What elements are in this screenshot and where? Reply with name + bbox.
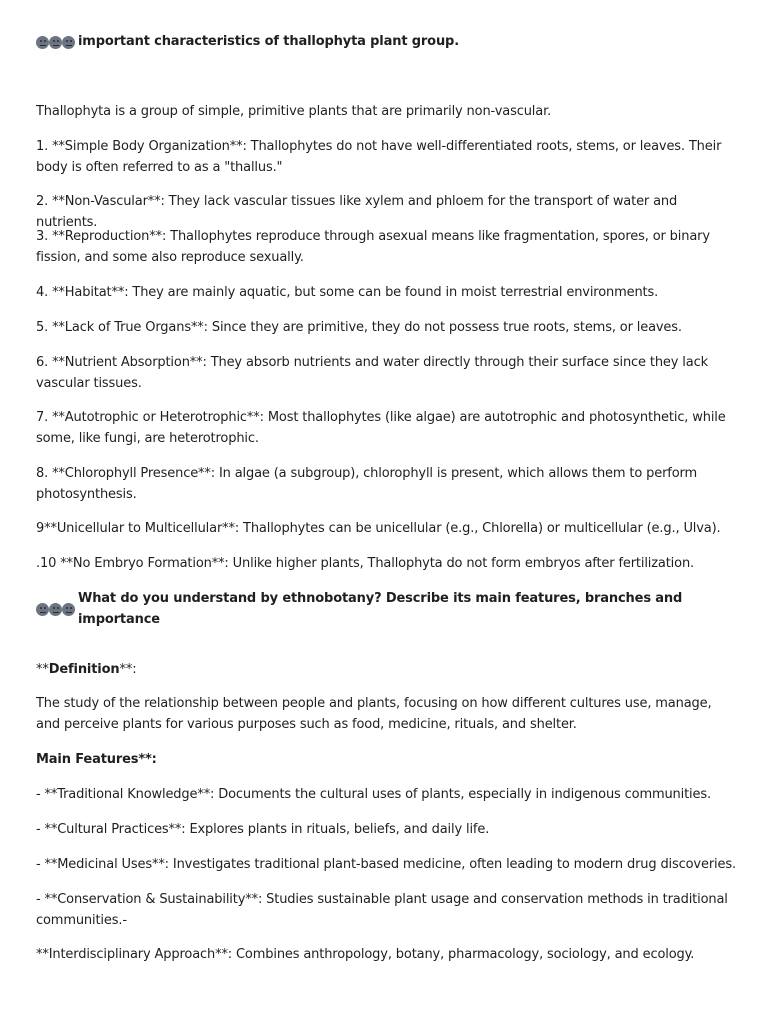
list-item: .10 **No Embryo Formation**: Unlike higher plants, Thallophyta do not form embryos after fertilization.	[36, 556, 695, 571]
q2-heading-text: What do you understand by ethnobotany? Describe its main features, branches and importance	[78, 591, 683, 627]
list-item: 8. **Chlorophyll Presence**: In algae (a subgroup), chlorophyll is present, which allows them to perform photosynthesis.	[36, 466, 697, 502]
list-item: 2. **Non-Vascular**: They lack vascular tissues like xylem and phloem for the transport of water and nutrients.	[36, 194, 678, 230]
neutral-face-icon	[36, 36, 49, 49]
list-item: 3. **Reproduction**: Thallophytes reproduce through asexual means like fragmentation, spores, or binary fission, and some also reproduce sexually.	[36, 229, 710, 265]
emoji-group	[36, 36, 75, 49]
q1-heading	[36, 32, 736, 53]
feature-item: **Interdisciplinary Approach**: Combines anthropology, botany, pharmacology, sociology, and ecology.	[36, 947, 695, 962]
main-features-label: Main Features**:	[36, 752, 157, 767]
list-item: 6. **Nutrient Absorption**: They absorb nutrients and water directly through their surface since they lack vascular tissues.	[36, 355, 708, 391]
emoji-group	[36, 603, 75, 616]
q1-heading-text: important characteristics of thallophyta plant group.	[78, 34, 460, 49]
neutral-face-icon	[62, 36, 75, 49]
neutral-face-icon	[49, 36, 62, 49]
list-item: 5. **Lack of True Organs**: Since they are primitive, they do not possess true roots, stems, or leaves.	[36, 320, 682, 335]
intro-paragraph: Thallophyta is a group of simple, primitive plants that are primarily non-vascular.	[36, 104, 552, 119]
neutral-face-icon	[49, 603, 62, 616]
list-item: 7. **Autotrophic or Heterotrophic**: Most thallophytes (like algae) are autotrophic and photosynthetic, while some, like fungi, are heterotrophic.	[36, 410, 726, 446]
feature-item: - **Traditional Knowledge**: Documents the cultural uses of plants, especially in indigenous communities.	[36, 787, 711, 802]
definition-prefix: **	[36, 662, 49, 677]
list-item: 1. **Simple Body Organization**: Thallophytes do not have well-differentiated roots, stems, or leaves. Their body is often referred to as a "thallus."	[36, 139, 722, 175]
q2-heading	[36, 589, 736, 630]
feature-item: - **Cultural Practices**: Explores plants in rituals, beliefs, and daily life.	[36, 822, 490, 837]
neutral-face-icon	[36, 603, 49, 616]
list-item: 4. **Habitat**: They are mainly aquatic, but some can be found in moist terrestrial environments.	[36, 285, 659, 300]
list-item: 9**Unicellular to Multicellular**: Thallophytes can be unicellular (e.g., Chlorella) or multicellular (e.g., Ulva).	[36, 521, 721, 536]
definition-suffix: **:	[119, 662, 137, 677]
feature-item: - **Conservation & Sustainability**: Studies sustainable plant usage and conservation methods in traditional communities.-	[36, 892, 728, 928]
definition-label	[36, 660, 736, 681]
definition-bold: Definition	[48, 662, 120, 677]
feature-item: - **Medicinal Uses**: Investigates traditional plant-based medicine, often leading to modern drug discoveries.	[36, 857, 736, 872]
definition-text: The study of the relationship between people and plants, focusing on how different cultures use, manage, and perceive plants for various purposes such as food, medicine, rituals, and shelter.	[36, 696, 712, 732]
neutral-face-icon	[62, 603, 75, 616]
